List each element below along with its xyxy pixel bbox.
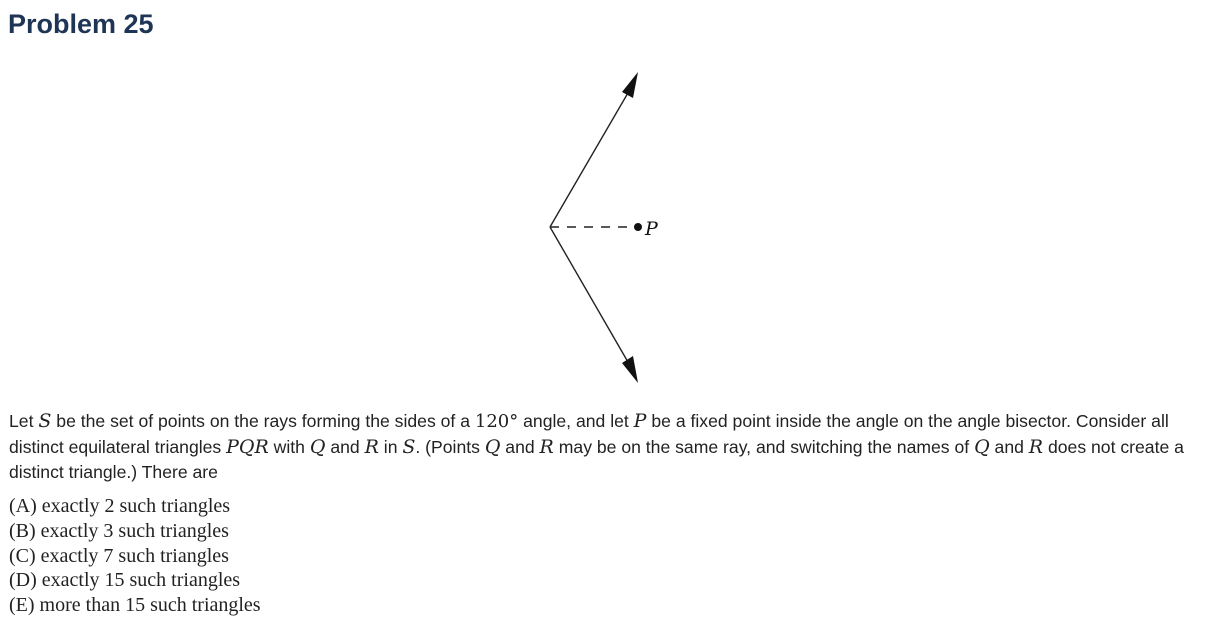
math-variable: R xyxy=(539,435,554,458)
upper-ray xyxy=(550,86,632,227)
math-variable: S xyxy=(38,410,52,432)
lower-arrowhead xyxy=(622,356,638,383)
choice-a[interactable]: (A) exactly 2 such triangles xyxy=(9,495,231,517)
math-variable: R xyxy=(1028,435,1044,458)
answer-choices xyxy=(9,494,261,618)
choice-c[interactable]: (C) exactly 7 such triangles xyxy=(9,544,229,567)
math-variable: Q xyxy=(309,435,326,458)
text-fragment: Let xyxy=(9,411,39,431)
text-fragment: may be on the same ray, and switching the names of xyxy=(553,436,975,457)
math-variable: R xyxy=(364,435,379,458)
text-fragment: . (Points xyxy=(415,436,485,457)
math-variable: Q xyxy=(484,435,501,458)
problem-statement xyxy=(9,409,1214,486)
text-fragment: and xyxy=(989,436,1029,457)
choice-d[interactable]: (D) exactly 15 such triangles xyxy=(9,569,241,592)
text-fragment: in xyxy=(378,436,403,457)
choice-e[interactable]: (E) more than 15 such triangles xyxy=(9,594,261,617)
text-fragment: and xyxy=(325,436,365,457)
lower-ray xyxy=(550,227,632,369)
math-variable: Q xyxy=(974,435,990,458)
point-p xyxy=(634,223,642,231)
point-p-label: P xyxy=(645,218,658,240)
math-angle: 120° xyxy=(474,411,519,432)
math-variable: P xyxy=(633,410,647,432)
choice-b[interactable]: (B) exactly 3 such triangles xyxy=(9,519,229,542)
text-fragment: be a fixed point inside the angle on the angle bisector. Consider all distinct equilateral triangles xyxy=(9,411,1169,457)
text-fragment: be the set of points on the rays forming the sides of a xyxy=(51,411,475,431)
math-variable: PQR xyxy=(226,435,269,458)
problem-title: Problem 25 xyxy=(8,9,154,39)
text-fragment: and xyxy=(500,436,540,457)
upper-arrowhead xyxy=(622,72,638,98)
text-fragment: with xyxy=(268,436,310,457)
text-fragment: does not create a distinct triangle.) There are xyxy=(9,436,1184,482)
text-fragment: angle, and let xyxy=(518,411,634,431)
math-variable: S xyxy=(402,435,416,458)
